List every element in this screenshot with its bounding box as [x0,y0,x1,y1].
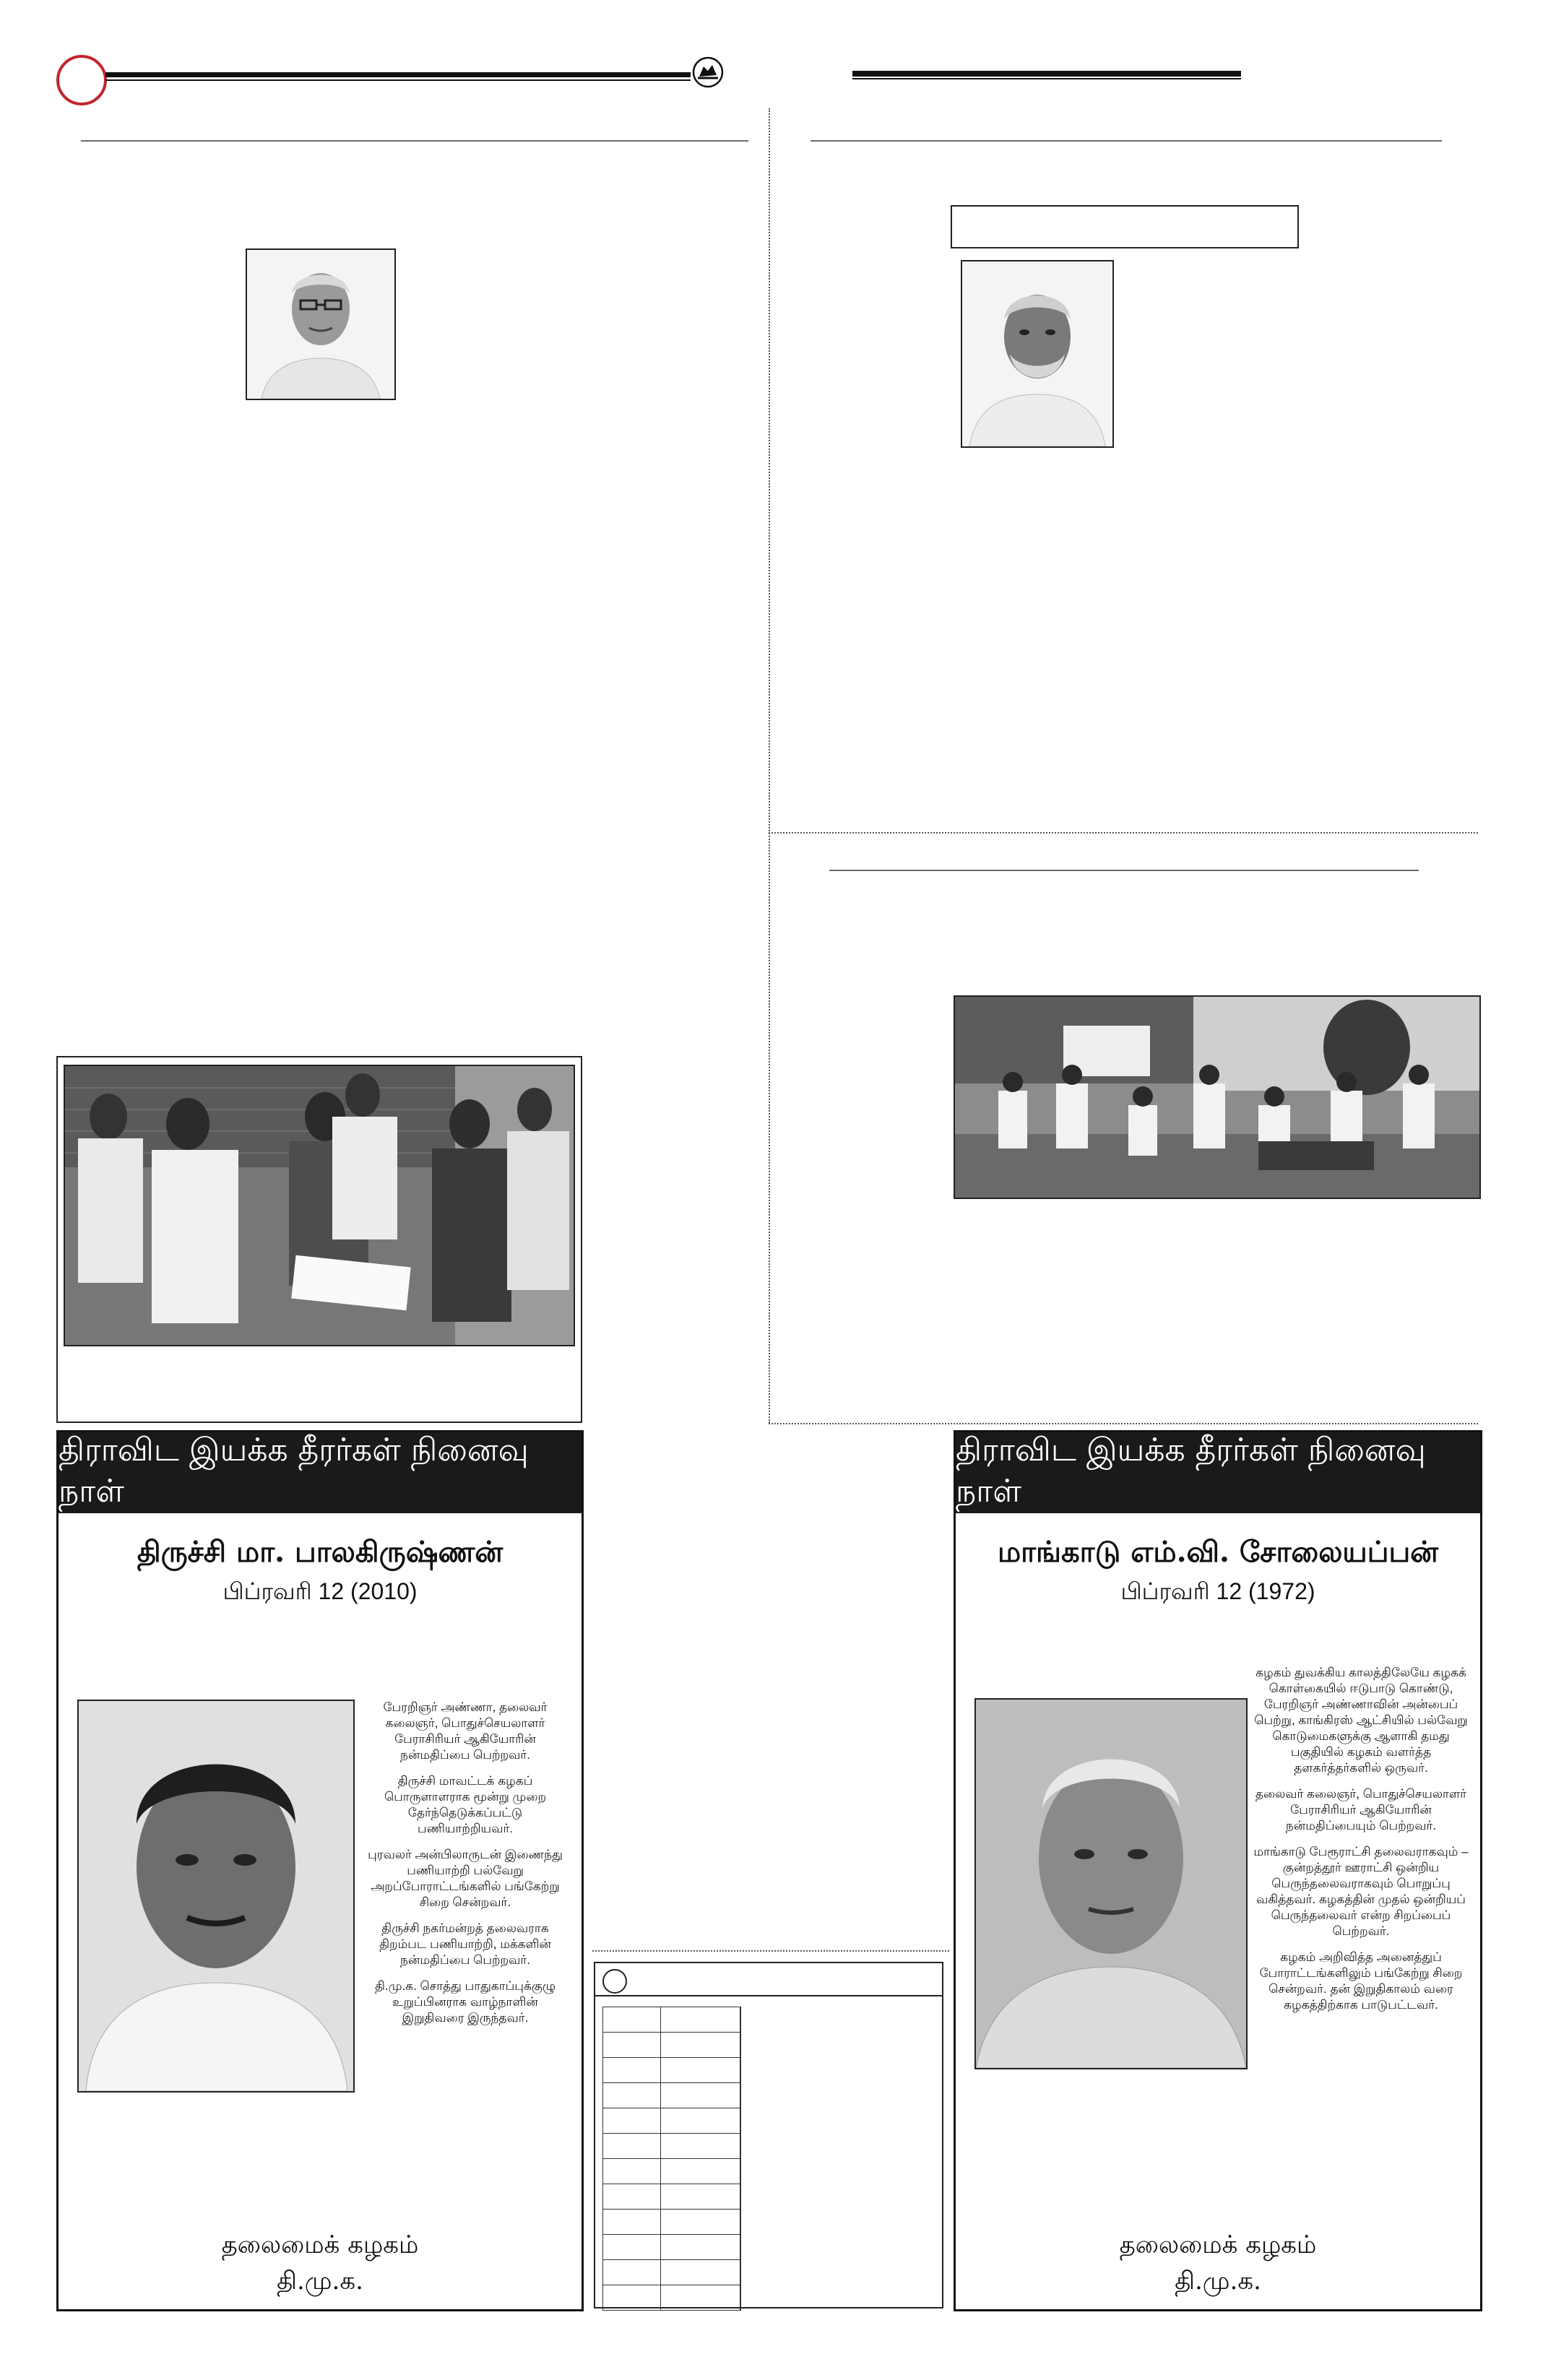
table-row [603,2184,741,2210]
memorial-ad-left-bio [360,1700,570,2036]
right-lower-article-photo [954,995,1481,1199]
center-box-rule [592,1950,949,1952]
schedule-box-header-rule [595,1995,942,1996]
right-article-rule [811,140,1442,142]
schedule-box-emblem-icon [602,1969,627,1994]
memorial-ad-right-banner: திராவிட இயக்க தீரர்கள் நினைவு நாள் [956,1432,1480,1513]
memorial-ad-left-footer [59,2227,582,2299]
memorial-ad-right-bio-para: கழகம் அறிவித்த அனைத்துப் போராட்டங்களிலும் பங்கேற்று சிறை சென்றவர். தன் இறுதிகாலம் வரை கழகத்திற்காக பாடுபட்டவர். [1259,1950,1463,2012]
table-row [603,2058,741,2083]
table-row [603,2285,741,2311]
table-row [603,2235,741,2260]
memorial-ad-right-name: மாங்காடு எம்.வி. சோலையப்பன் [997,1535,1439,1569]
left-article-group-photo [64,1065,575,1346]
memorial-ad-left-bio-para: தி.மு.க. சொத்து பாதுகாப்புக்குழு உறுப்பினராக வாழ்நாளின் இறுதிவரை இருந்தவர். [374,1979,556,2025]
column-divider [769,108,770,1423]
schedule-table [602,2007,741,2311]
section-divider-bottom [769,1423,1478,1424]
table-row [603,2210,741,2235]
memorial-ad-right-date: பிப்ரவரி 12 (1972) [1120,1578,1315,1604]
table-row [603,2033,741,2058]
memorial-ad-right-footer-line2: தி.மு.க. [1175,2267,1261,2295]
memorial-ad-left-bio-para: திருச்சி மாவட்டக் கழகப் பொருளாளராக மூன்று முறை தேர்ந்தெடுக்கப்பட்டு பணியாற்றியவர். [384,1774,547,1835]
table-row [603,2108,741,2134]
rising-sun-emblem-icon [692,56,724,88]
table-row [603,2083,741,2108]
memorial-ad-left-banner: திராவிட இயக்க தீரர்கள் நினைவு நாள் [59,1432,582,1513]
memorial-ad-right-footer-line1: தலைமைக் கழகம் [1119,2230,1317,2259]
memorial-ad-right-bio-para: தலைவர் கலைஞர், பொதுச்செயலாளர் பேராசிரியர் ஆகியோரின் நன்மதிப்பையும் பெற்றவர். [1255,1787,1467,1832]
memorial-ad-right-portrait [974,1698,1248,2069]
memorial-ad-right-bio-para: கழகம் துவக்கிய காலத்திலேயே கழகக் கொள்கையில் ஈடுபாடு கொண்டு, பேரறிஞர் அண்ணாவின் அன்பைப் பெற்று, காங்கிரஸ் ஆட்சியில் பல்வேறு கொடுமைகளுக்கு ஆளாகி தமது பகுதியில் கழகம் வளர்த்த தளகர்த்தர்களில் ஒருவர். [1254,1666,1468,1775]
memorial-ad-right-bio-para: மாங்காடு பேரூராட்சி தலைவராகவும் – குன்றத்தூர் ஊராட்சி ஒன்றிய பெருந்தலைவராகவும் பொறுப்பு வகித்தவர். கழகத்தின் முதல் ஒன்றியப் பெருந்தலைவர் என்ற சிறப்பைப் பெற்றவர். [1253,1845,1469,1938]
header-rule-left-thin [105,79,691,81]
table-row [603,2159,741,2184]
right-article-portrait [961,260,1114,448]
header-rule-right-thin [852,78,1241,79]
table-row [603,2007,741,2033]
left-article-rule [81,140,748,142]
right-lower-article-rule [829,870,1419,871]
memorial-ad-left-name: திருச்சி மா. பாலகிருஷ்ணன் [137,1535,503,1569]
memorial-ad-left [56,1430,584,2311]
header-rule-left [105,72,691,77]
memorial-ad-right-bio [1250,1665,1471,2023]
header-rule-right [852,71,1241,77]
memorial-ad-left-date: பிப்ரவரி 12 (2010) [222,1578,418,1604]
section-divider-right [769,832,1478,834]
memorial-ad-left-footer-line2: தி.மு.க. [277,2267,363,2295]
memorial-ad-left-bio-para: திருச்சி நகர்மன்றத் தலைவராக திறம்பட பணியாற்றி, மக்களின் நன்மதிப்பை பெற்றவர். [379,1921,551,1967]
table-row [603,2134,741,2159]
memorial-ad-left-footer-line1: தலைமைக் கழகம் [221,2230,419,2259]
memorial-ad-left-bio-para: புரவலர் அன்பிலாருடன் இணைந்து பணியாற்றி பல்வேறு அறப்போராட்டங்களில் பங்கேற்று சிறை சென்றவர். [368,1848,563,1909]
right-article-caption-box [951,205,1299,248]
page-number-circle [56,55,107,105]
memorial-ad-left-portrait [77,1700,355,2093]
table-row [603,2260,741,2285]
memorial-ad-right-footer [956,2227,1480,2299]
left-article-portrait [246,248,396,400]
schedule-box [594,1962,943,2308]
memorial-ad-left-bio-para: பேரறிஞர் அண்ணா, தலைவர் கலைஞர், பொதுச்செயலாளர் பேராசிரியர் ஆகியோரின் நன்மதிப்பை பெற்றவர். [383,1700,548,1762]
memorial-ad-right [954,1430,1482,2311]
